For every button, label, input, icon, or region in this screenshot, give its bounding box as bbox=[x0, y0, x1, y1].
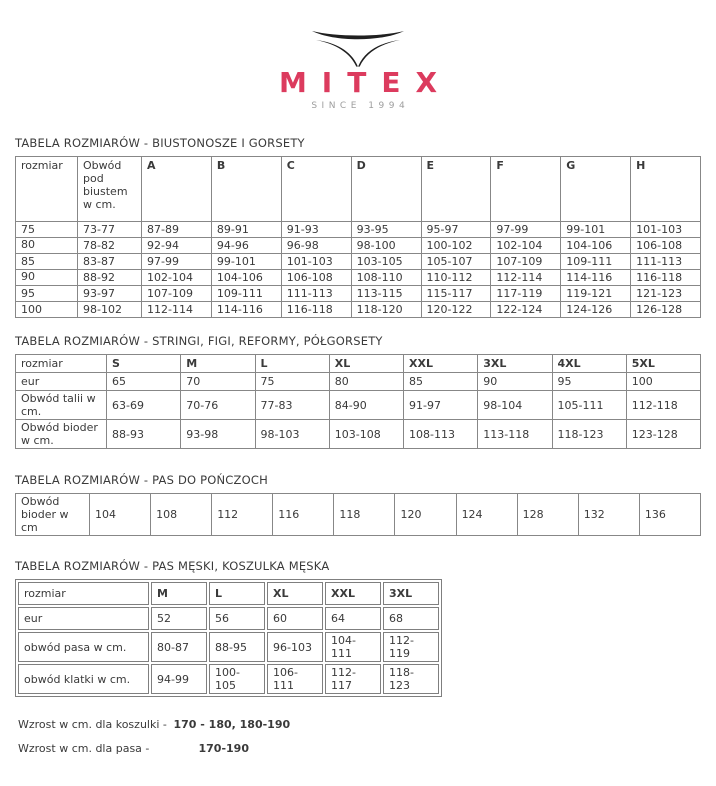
column-header: A bbox=[142, 157, 212, 222]
shirt-height-label: Wzrost w cm. dla koszulki - bbox=[18, 718, 167, 731]
table-cell: 113-118 bbox=[478, 420, 552, 449]
section-biustonosze-gorsety bbox=[15, 136, 701, 318]
table-cell: 118-123 bbox=[552, 420, 626, 449]
column-header: Obwód pod biustem w cm. bbox=[78, 157, 142, 222]
table-cell: L bbox=[209, 582, 265, 605]
table-cell: L bbox=[255, 355, 329, 373]
table-cell: 107-109 bbox=[491, 254, 561, 270]
table-row bbox=[16, 420, 701, 449]
table-cell: XL bbox=[267, 582, 323, 605]
table-cell: 103-105 bbox=[351, 254, 421, 270]
table-cell: 108 bbox=[151, 494, 212, 536]
row-label: 85 bbox=[16, 254, 78, 270]
table-cell: 112-114 bbox=[491, 270, 561, 286]
section-stringi-figi bbox=[15, 334, 701, 449]
table-cell: 87-89 bbox=[142, 222, 212, 238]
table-cell: 106-108 bbox=[281, 270, 351, 286]
row-label: Obwód bioder w cm bbox=[16, 494, 90, 536]
table-cell: 108-110 bbox=[351, 270, 421, 286]
column-header: F bbox=[491, 157, 561, 222]
table-cell: XXL bbox=[404, 355, 478, 373]
table-cell: 109-111 bbox=[211, 286, 281, 302]
column-header: H bbox=[631, 157, 701, 222]
table-cell: 105-111 bbox=[552, 391, 626, 420]
shirt-height-note bbox=[18, 718, 701, 731]
table-cell: XL bbox=[329, 355, 403, 373]
table-cell: 98-104 bbox=[478, 391, 552, 420]
table-cell: 112-114 bbox=[142, 302, 212, 318]
belt-height-label: Wzrost w cm. dla pasa - bbox=[18, 742, 150, 755]
size-table-pas-ponczoch bbox=[15, 493, 701, 536]
table-cell: S bbox=[107, 355, 181, 373]
belt-height-value: 170-190 bbox=[198, 742, 249, 755]
column-header: G bbox=[561, 157, 631, 222]
table-row bbox=[16, 254, 701, 270]
table-cell: 111-113 bbox=[281, 286, 351, 302]
table-row bbox=[18, 664, 439, 694]
table-cell: 94-99 bbox=[151, 664, 207, 694]
table-cell: 95-97 bbox=[421, 222, 491, 238]
table-cell: 124 bbox=[456, 494, 517, 536]
table-cell: 60 bbox=[267, 607, 323, 630]
table-cell: 89-91 bbox=[211, 222, 281, 238]
table-cell: 3XL bbox=[383, 582, 439, 605]
table-row bbox=[16, 494, 701, 536]
table-cell: 80-87 bbox=[151, 632, 207, 662]
table-cell: 103-108 bbox=[329, 420, 403, 449]
table-cell: 95 bbox=[552, 373, 626, 391]
column-header: E bbox=[421, 157, 491, 222]
column-header: C bbox=[281, 157, 351, 222]
row-label: 75 bbox=[16, 222, 78, 238]
table-cell: 124-126 bbox=[561, 302, 631, 318]
table-cell: 118-120 bbox=[351, 302, 421, 318]
table-row bbox=[16, 355, 701, 373]
size-table-stringi bbox=[15, 354, 701, 449]
brand-tagline: SINCE 1994 bbox=[311, 101, 410, 111]
table-cell: 102-104 bbox=[142, 270, 212, 286]
table-cell: 75 bbox=[255, 373, 329, 391]
height-notes bbox=[18, 718, 701, 755]
table-cell: 112 bbox=[212, 494, 273, 536]
row-label: 100 bbox=[16, 302, 78, 318]
table-cell: 78-82 bbox=[78, 238, 142, 254]
table-cell: 106-111 bbox=[267, 664, 323, 694]
row-label: eur bbox=[16, 373, 107, 391]
table-cell: 5XL bbox=[626, 355, 700, 373]
table-cell: 104-106 bbox=[561, 238, 631, 254]
table-cell: 90 bbox=[478, 373, 552, 391]
table-cell: 80 bbox=[329, 373, 403, 391]
table-cell: 104-106 bbox=[211, 270, 281, 286]
row-label: Obwód talii w cm. bbox=[16, 391, 107, 420]
table-cell: 100-105 bbox=[209, 664, 265, 694]
table-title-pas-ponczoch: TABELA ROZMIARÓW - PAS DO POŃCZOCH bbox=[15, 473, 268, 487]
table-cell: 52 bbox=[151, 607, 207, 630]
row-label: 90 bbox=[16, 270, 78, 286]
table-cell: 128 bbox=[517, 494, 578, 536]
table-cell: 99-101 bbox=[561, 222, 631, 238]
table-cell: 65 bbox=[107, 373, 181, 391]
header-row bbox=[16, 157, 701, 222]
column-header: B bbox=[211, 157, 281, 222]
row-label: 95 bbox=[16, 286, 78, 302]
table-cell: 83-87 bbox=[78, 254, 142, 270]
table-cell: 96-98 bbox=[281, 238, 351, 254]
table-row bbox=[16, 238, 701, 254]
table-cell: 110-112 bbox=[421, 270, 491, 286]
table-cell: 114-116 bbox=[561, 270, 631, 286]
table-cell: 3XL bbox=[478, 355, 552, 373]
mitex-bird-icon bbox=[296, 20, 420, 68]
table-cell: 101-103 bbox=[281, 254, 351, 270]
row-label: rozmiar bbox=[16, 355, 107, 373]
table-cell: 93-95 bbox=[351, 222, 421, 238]
table-cell: 4XL bbox=[552, 355, 626, 373]
table-title-biustonosze: TABELA ROZMIARÓW - BIUSTONOSZE I GORSETY bbox=[15, 136, 305, 150]
table-cell: 126-128 bbox=[631, 302, 701, 318]
table-cell: 92-94 bbox=[142, 238, 212, 254]
table-title-stringi: TABELA ROZMIARÓW - STRINGI, FIGI, REFORMY, PÓŁGORSETY bbox=[15, 334, 383, 348]
row-label: obwód pasa w cm. bbox=[18, 632, 149, 662]
table-cell: 122-124 bbox=[491, 302, 561, 318]
table-cell: 120 bbox=[395, 494, 456, 536]
table-cell: XXL bbox=[325, 582, 381, 605]
table-cell: 98-103 bbox=[255, 420, 329, 449]
shirt-height-value: 170 - 180, 180-190 bbox=[173, 718, 291, 731]
table-cell: 119-121 bbox=[561, 286, 631, 302]
column-header: D bbox=[351, 157, 421, 222]
size-table-biustonosze bbox=[15, 156, 701, 318]
table-cell: 100 bbox=[626, 373, 700, 391]
table-cell: 114-116 bbox=[211, 302, 281, 318]
size-table-meski bbox=[15, 579, 442, 697]
table-cell: 88-95 bbox=[209, 632, 265, 662]
table-cell: 107-109 bbox=[142, 286, 212, 302]
table-title-pas-meski: TABELA ROZMIARÓW - PAS MĘSKI, KOSZULKA MĘSKA bbox=[15, 559, 330, 573]
table-cell: 93-98 bbox=[181, 420, 255, 449]
table-cell: 136 bbox=[639, 494, 700, 536]
table-cell: 64 bbox=[325, 607, 381, 630]
table-cell: 116 bbox=[273, 494, 334, 536]
table-cell: 56 bbox=[209, 607, 265, 630]
row-label: 80 bbox=[16, 238, 78, 254]
row-label: Obwód bioder w cm. bbox=[16, 420, 107, 449]
table-row bbox=[16, 373, 701, 391]
table-cell: 112-117 bbox=[325, 664, 381, 694]
table-cell: 116-118 bbox=[281, 302, 351, 318]
table-cell: 98-102 bbox=[78, 302, 142, 318]
table-cell: 94-96 bbox=[211, 238, 281, 254]
row-label: rozmiar bbox=[18, 582, 149, 605]
table-row bbox=[16, 286, 701, 302]
table-cell: 120-122 bbox=[421, 302, 491, 318]
table-cell: 73-77 bbox=[78, 222, 142, 238]
table-cell: 118 bbox=[334, 494, 395, 536]
table-cell: 121-123 bbox=[631, 286, 701, 302]
table-cell: 108-113 bbox=[404, 420, 478, 449]
table-cell: 88-93 bbox=[107, 420, 181, 449]
table-cell: M bbox=[181, 355, 255, 373]
section-pas-do-ponczoch bbox=[15, 473, 701, 536]
table-cell: 63-69 bbox=[107, 391, 181, 420]
table-cell: 91-93 bbox=[281, 222, 351, 238]
table-cell: 68 bbox=[383, 607, 439, 630]
table-cell: 70 bbox=[181, 373, 255, 391]
table-cell: 102-104 bbox=[491, 238, 561, 254]
table-cell: 91-97 bbox=[404, 391, 478, 420]
table-cell: 132 bbox=[578, 494, 639, 536]
table-cell: 100-102 bbox=[421, 238, 491, 254]
table-cell: 111-113 bbox=[631, 254, 701, 270]
table-cell: 104 bbox=[90, 494, 151, 536]
table-row bbox=[18, 607, 439, 630]
table-row bbox=[16, 270, 701, 286]
row-label: obwód klatki w cm. bbox=[18, 664, 149, 694]
table-cell: 115-117 bbox=[421, 286, 491, 302]
table-cell: 116-118 bbox=[631, 270, 701, 286]
table-cell: 93-97 bbox=[78, 286, 142, 302]
table-cell: 123-128 bbox=[626, 420, 700, 449]
table-cell: 106-108 bbox=[631, 238, 701, 254]
table-cell: M bbox=[151, 582, 207, 605]
table-cell: 70-76 bbox=[181, 391, 255, 420]
table-cell: 118-123 bbox=[383, 664, 439, 694]
table-cell: 97-99 bbox=[142, 254, 212, 270]
table-cell: 112-119 bbox=[383, 632, 439, 662]
table-row bbox=[16, 391, 701, 420]
table-row bbox=[18, 632, 439, 662]
logo bbox=[15, 20, 701, 111]
table-cell: 77-83 bbox=[255, 391, 329, 420]
table-cell: 88-92 bbox=[78, 270, 142, 286]
table-cell: 113-115 bbox=[351, 286, 421, 302]
table-row bbox=[18, 582, 439, 605]
table-cell: 97-99 bbox=[491, 222, 561, 238]
table-cell: 105-107 bbox=[421, 254, 491, 270]
belt-height-note bbox=[18, 742, 701, 755]
section-pas-meski bbox=[15, 559, 701, 697]
column-header: rozmiar bbox=[16, 157, 78, 222]
table-cell: 117-119 bbox=[491, 286, 561, 302]
brand-text: MITEX bbox=[278, 66, 453, 99]
table-row bbox=[16, 302, 701, 318]
table-cell: 99-101 bbox=[211, 254, 281, 270]
table-cell: 112-118 bbox=[626, 391, 700, 420]
table-cell: 85 bbox=[404, 373, 478, 391]
table-cell: 98-100 bbox=[351, 238, 421, 254]
table-cell: 104-111 bbox=[325, 632, 381, 662]
table-cell: 101-103 bbox=[631, 222, 701, 238]
table-cell: 96-103 bbox=[267, 632, 323, 662]
table-cell: 84-90 bbox=[329, 391, 403, 420]
table-cell: 109-111 bbox=[561, 254, 631, 270]
table-row bbox=[16, 222, 701, 238]
row-label: eur bbox=[18, 607, 149, 630]
